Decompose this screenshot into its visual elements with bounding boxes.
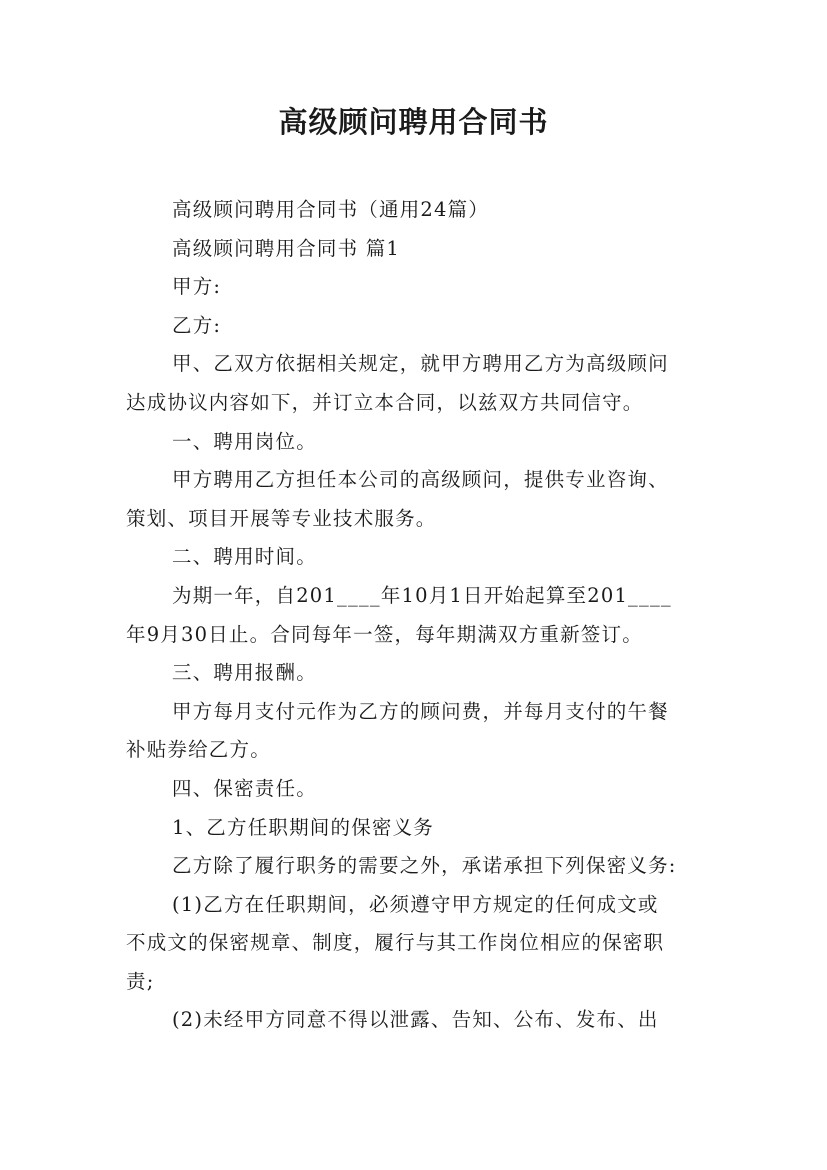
body-line: 高级顾问聘用合同书 篇1	[172, 236, 401, 260]
body-line: 为期一年，自201____年10月1日开始起算至201____	[172, 583, 672, 607]
body-line: 不成文的保密规章、制度，履行与其工作岗位相应的保密职	[126, 931, 665, 955]
body-line: 1、乙方任职期间的保密义务	[172, 815, 435, 839]
body-line: 甲方每月支付元作为乙方的顾问费，并每月支付的午餐	[172, 699, 669, 723]
body-line: 三、聘用报酬。	[172, 661, 317, 685]
body-line: 甲方聘用乙方担任本公司的高级顾问，提供专业咨询、	[172, 468, 669, 492]
body-line: 责;	[126, 969, 155, 993]
document-title: 高级顾问聘用合同书	[278, 105, 549, 139]
body-line: 高级顾问聘用合同书（通用24篇）	[172, 198, 490, 221]
body-line: 补贴券给乙方。	[126, 738, 271, 762]
document-body	[126, 191, 706, 1040]
body-line: (2)未经甲方同意不得以泄露、告知、公布、发布、出	[172, 1008, 659, 1032]
body-line: 甲方:	[172, 275, 222, 299]
body-line: (1)乙方在任职期间，必须遵守甲方规定的任何成文或	[172, 892, 659, 916]
body-line: 乙方除了履行职务的需要之外，承诺承担下列保密义务:	[172, 854, 677, 878]
body-line: 四、保密责任。	[172, 776, 317, 800]
body-line: 二、聘用时间。	[172, 545, 317, 569]
body-line: 策划、项目开展等专业技术服务。	[126, 506, 437, 530]
body-line: 一、聘用岗位。	[172, 429, 317, 453]
body-line: 年9月30日止。合同每年一签，每年期满双方重新签订。	[126, 622, 643, 646]
body-line: 甲、乙双方依据相关规定，就甲方聘用乙方为高级顾问	[172, 352, 669, 376]
body-line: 乙方:	[172, 313, 222, 337]
body-line: 达成协议内容如下，并订立本合同，以兹双方共同信守。	[126, 390, 644, 414]
